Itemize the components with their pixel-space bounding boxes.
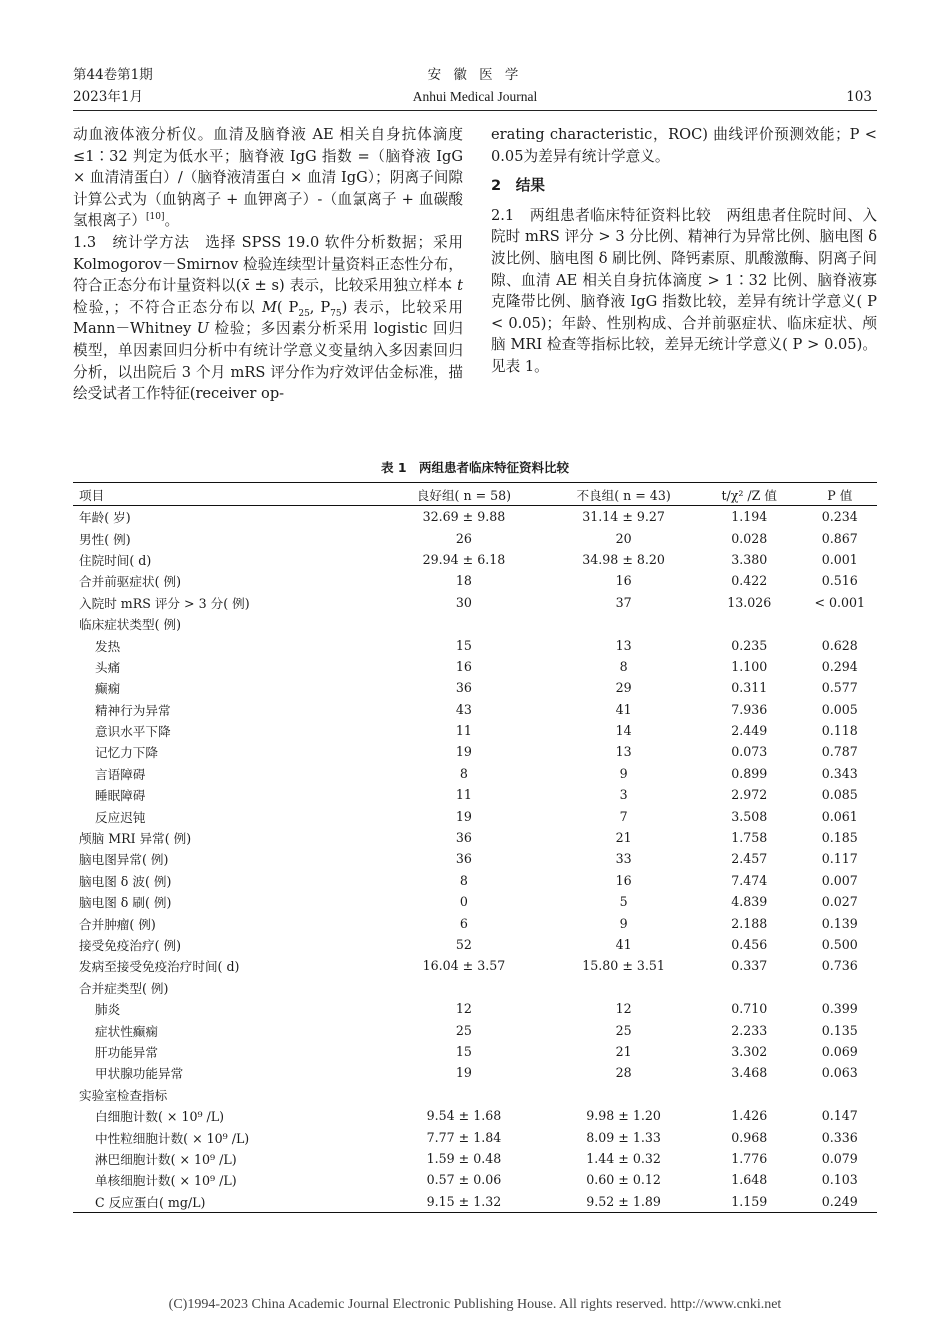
- row-label: 甲状腺功能异常: [95, 1066, 184, 1082]
- poor-group-value: 3: [619, 787, 628, 803]
- p-value: 0.500: [821, 937, 858, 952]
- table-row: [73, 506, 877, 528]
- p-value: 0.867: [821, 530, 858, 546]
- paragraph-results-2-1: 2.1 两组患者临床特征资料比较 两组患者住院时间、入院时 mRS 评分 > 3 分比例、精神行为异常比例、脑电图 δ 波比例、脑电图 δ 刷比例、降钙素原、肌酸激酶、阴离子间隙、血清 AE 相关自身抗体滴度 > 1∶32 比例、脑脊液寡克隆带比例、脑脊液 IgG 指数比较，差异有统计学意义( P < 0.05)；年龄、性别构成、合并前驱症状、临床症状、颅脑 MRI 检查等指标比较，差异无统计学意义( P > 0.05)。见表 1。: [491, 206, 877, 375]
- poor-group-value: [551, 977, 696, 998]
- stat-value: 1.758: [731, 830, 768, 846]
- table-row: [73, 656, 877, 677]
- row-label: 脑电图异常( 例): [79, 852, 169, 868]
- good-group-value: 36: [455, 830, 472, 846]
- poor-group-value: 21: [615, 1043, 632, 1059]
- header-rule: [73, 110, 877, 111]
- table-row: [73, 1084, 877, 1105]
- row-label: 中性粒细胞计数( × 10⁹ /L): [95, 1130, 250, 1146]
- good-group-value: 19: [455, 1065, 472, 1081]
- row-label: 接受免疫治疗( 例): [79, 938, 181, 953]
- good-group-value: 16.04 ± 3.57: [422, 958, 506, 974]
- table-row: [73, 592, 877, 613]
- table-row: [73, 763, 877, 784]
- table-row: [73, 848, 877, 869]
- p-value: 0.118: [821, 723, 858, 739]
- stat-value: 0.073: [731, 744, 768, 760]
- good-group-value: [377, 1084, 552, 1105]
- p-value: 0.117: [821, 851, 858, 867]
- stat-value: 0.968: [731, 1129, 768, 1145]
- poor-group-value: 0.60 ± 0.12: [586, 1172, 661, 1188]
- table-row: [73, 870, 877, 891]
- table-row: [73, 1148, 877, 1169]
- stat-value: 3.508: [731, 808, 768, 824]
- row-label: 住院时间( d): [79, 552, 152, 568]
- p-value: 0.185: [821, 830, 858, 846]
- stat-value: 0.456: [731, 937, 768, 952]
- good-group-value: 9.54 ± 1.68: [426, 1108, 502, 1124]
- good-group-value: 0.57 ± 0.06: [426, 1172, 502, 1188]
- p-value: 0.005: [821, 701, 858, 717]
- p-value: [803, 977, 877, 998]
- poor-group-value: 25: [615, 1022, 632, 1038]
- stat-value: 0.235: [731, 637, 768, 653]
- stat-value: 0.028: [731, 530, 768, 546]
- poor-group-value: 9: [619, 915, 628, 931]
- poor-group-value: 16: [615, 573, 632, 589]
- table-row: [73, 720, 877, 741]
- stat-value: 1.426: [731, 1108, 768, 1124]
- p-value: 0.249: [821, 1193, 858, 1209]
- poor-group-value: [551, 1084, 696, 1105]
- row-label: 记忆力下降: [95, 745, 158, 761]
- right-column: [491, 124, 877, 378]
- good-group-value: 9.15 ± 1.32: [426, 1193, 502, 1209]
- table-row: [73, 527, 877, 548]
- poor-group-value: 9: [619, 765, 628, 781]
- good-group-value: 15: [455, 1043, 472, 1059]
- journal-title-cn: 安 徽 医 学: [427, 67, 523, 83]
- row-label: 淋巴细胞计数( × 10⁹ /L): [95, 1151, 237, 1167]
- poor-group-value: 13: [615, 637, 632, 653]
- good-group-value: 36: [455, 680, 472, 696]
- stat-value: 1.100: [731, 658, 768, 674]
- good-group-value: 12: [455, 1001, 472, 1017]
- stat-value: 0.899: [731, 765, 768, 781]
- good-group-value: 26: [455, 530, 472, 546]
- poor-group-value: 15.80 ± 3.51: [582, 958, 665, 974]
- stat-value: 2.457: [731, 851, 768, 867]
- table-row: [73, 549, 877, 570]
- table-row: [73, 827, 877, 848]
- poor-group-value: 31.14 ± 9.27: [582, 509, 665, 525]
- good-group-value: 30: [455, 594, 472, 610]
- stat-value: 4.839: [731, 894, 768, 910]
- p-value: 0.139: [821, 915, 858, 931]
- row-label: 肺炎: [95, 1002, 121, 1018]
- p-value: 0.516: [821, 573, 858, 589]
- good-group-value: 43: [455, 701, 472, 717]
- stat-value: 0.337: [731, 958, 768, 974]
- table-row: [73, 891, 877, 912]
- row-label: 精神行为异常: [95, 702, 171, 718]
- row-label: 白细胞计数( × 10⁹ /L): [95, 1109, 225, 1125]
- p-value: 0.001: [821, 551, 858, 567]
- good-group-value: 36: [455, 851, 472, 867]
- poor-group-value: 16: [615, 872, 632, 888]
- row-label: 实验室检查指标: [79, 1087, 168, 1103]
- row-label: 合并肿瘤( 例): [79, 916, 156, 932]
- row-label: 男性( 例): [79, 531, 131, 547]
- row-label: 头痛: [95, 659, 121, 675]
- poor-group-value: 41: [615, 937, 632, 952]
- good-group-value: 25: [455, 1022, 472, 1038]
- good-group-value: 19: [455, 744, 472, 760]
- p-value: 0.577: [821, 680, 858, 696]
- row-label: 癫痫: [95, 681, 121, 697]
- stat-value: 7.936: [731, 701, 768, 717]
- table-row: [73, 805, 877, 826]
- p-value: 0.147: [821, 1108, 858, 1124]
- poor-group-value: [551, 613, 696, 634]
- good-group-value: 8: [459, 872, 468, 888]
- p-value: 0.628: [821, 637, 858, 653]
- poor-group-value: 7: [619, 808, 628, 824]
- stat-value: 1.194: [731, 509, 768, 525]
- good-group-value: 1.59 ± 0.48: [426, 1150, 502, 1166]
- p-value: 0.343: [821, 765, 858, 781]
- stat-value: 1.159: [731, 1193, 768, 1209]
- table-header-row: [73, 483, 877, 506]
- table-row: [73, 912, 877, 933]
- table-row: [73, 741, 877, 762]
- stat-value: 1.776: [731, 1150, 768, 1166]
- paragraph-assay-methods: 动血液体液分析仪。血清及脑脊液 AE 相关自身抗体滴度≤1∶32 判定为低水平；脑脊液 IgG 指数 =（脑脊液 IgG × 血清清蛋白）/（脑脊液清蛋白 × 血清 IgG）；阴离子间隙计算公式为（血钠离子 + 血钾离子）-（血氯离子 + 血碳酸氢根离子）[10]。: [73, 126, 463, 230]
- stat-value: [696, 977, 803, 998]
- journal-date: 2023年1月: [73, 89, 143, 105]
- poor-group-value: 12: [615, 1001, 632, 1017]
- good-group-value: 16: [455, 658, 472, 674]
- good-group-value: 7.77 ± 1.84: [426, 1129, 502, 1145]
- journal-volume: 第44卷第1期: [73, 67, 153, 83]
- poor-group-value: 34.98 ± 8.20: [582, 551, 665, 567]
- row-label: 反应迟钝: [95, 809, 146, 825]
- table-row: [73, 977, 877, 998]
- poor-group-value: 28: [615, 1065, 632, 1081]
- good-group-value: 18: [455, 573, 472, 589]
- good-group-value: 32.69 ± 9.88: [422, 509, 506, 525]
- stat-value: 2.449: [731, 723, 768, 739]
- table-row: [73, 784, 877, 805]
- table-row: [73, 1169, 877, 1190]
- p-value: [803, 1084, 877, 1105]
- row-label: 发病至接受免疫治疗时间( d): [79, 959, 240, 975]
- row-label: C 反应蛋白( mg/L): [95, 1194, 206, 1210]
- good-group-value: [377, 977, 552, 998]
- row-label: 言语障碍: [95, 766, 146, 782]
- poor-group-value: 9.52 ± 1.89: [586, 1193, 661, 1209]
- table-row: [73, 998, 877, 1019]
- good-group-value: 15: [455, 637, 472, 653]
- p-value: 0.234: [821, 509, 858, 525]
- p-value: 0.069: [821, 1043, 858, 1059]
- stat-value: 7.474: [731, 872, 768, 888]
- stat-value: 2.972: [731, 787, 768, 803]
- paragraph-roc: erating characteristic，ROC) 曲线评价预测效能；P < 0.05为差异有统计学意义。: [491, 126, 877, 165]
- p-value: 0.085: [821, 787, 858, 803]
- copyright-footer: (C)1994-2023 China Academic Journal Electronic Publishing House. All rights reserved. http://www.cnki.net: [168, 1297, 782, 1312]
- header-p-value: P 值: [803, 483, 877, 506]
- p-value: 0.336: [821, 1129, 858, 1145]
- p-value: 0.135: [821, 1022, 858, 1038]
- stat-value: 3.380: [731, 551, 768, 567]
- good-group-value: 11: [455, 723, 472, 739]
- row-label: 意识水平下降: [95, 724, 171, 740]
- paragraph-statistics: 1.3 统计学方法 选择 SPSS 19.0 软件分析数据；采用 Kolmogorov－Smirnov 检验连续型计量资料正态性分布，符合正态分布计量资料以(x̄ ± s) 表示，比较采用独立样本 t 检验，；不符合正态分布以 M( $P_{25}$, $P_{75}$) 表示，比较采用 Mann－Whitney U 检验；多因素分析采用 logistic 回归模型，单因素回归分析中有统计学意义变量纳入多因素回归分析，以出院后 3 个月 mRS 评分作为疗效评估金标准，描绘受试者工作特征(receiver op-: [73, 233, 464, 403]
- row-label: 肝功能异常: [95, 1044, 158, 1060]
- table-row: [73, 1062, 877, 1083]
- poor-group-value: 8.09 ± 1.33: [586, 1129, 661, 1145]
- p-value: 0.399: [821, 1001, 858, 1017]
- poor-group-value: 9.98 ± 1.20: [586, 1108, 661, 1124]
- table-row: [73, 955, 877, 976]
- table-row: [73, 699, 877, 720]
- row-label: 临床症状类型( 例): [79, 617, 181, 633]
- stat-value: 13.026: [727, 594, 772, 610]
- row-label: 年龄( 岁): [79, 510, 131, 526]
- poor-group-value: 14: [615, 723, 632, 739]
- header-good-group: 良好组( n = 58): [377, 483, 552, 506]
- poor-group-value: 8: [619, 658, 628, 674]
- page-number: 103: [846, 89, 872, 105]
- good-group-value: [377, 613, 552, 634]
- p-value: 0.027: [821, 894, 858, 910]
- p-value: 0.079: [821, 1150, 858, 1166]
- good-group-value: 19: [455, 808, 472, 824]
- stat-value: 0.311: [731, 680, 768, 696]
- p-value: < 0.001: [814, 594, 866, 610]
- poor-group-value: 33: [615, 851, 632, 867]
- good-group-value: 0: [459, 894, 468, 910]
- table-row: [73, 570, 877, 591]
- p-value: 0.061: [821, 808, 858, 824]
- stat-value: [696, 1084, 803, 1105]
- good-group-value: 6: [459, 915, 468, 931]
- header-poor-group: 不良组( n = 43): [551, 483, 696, 506]
- table-row: [73, 677, 877, 698]
- row-label: 入院时 mRS 评分 > 3 分( 例): [79, 595, 250, 611]
- table-caption: 表 1 两组患者临床特征资料比较: [380, 460, 570, 475]
- stat-value: 2.188: [731, 915, 768, 931]
- row-label: 单核细胞计数( × 10⁹ /L): [95, 1173, 237, 1189]
- poor-group-value: 37: [615, 594, 632, 610]
- p-value: 0.736: [821, 958, 858, 974]
- row-label: 睡眠障碍: [95, 788, 146, 804]
- table-row: [73, 1019, 877, 1040]
- row-label: 合并前驱症状( 例): [79, 574, 181, 590]
- row-label: 发热: [95, 638, 121, 654]
- poor-group-value: 5: [619, 894, 628, 910]
- section-heading-results: 2 结果: [491, 177, 545, 195]
- table-row: [73, 634, 877, 655]
- row-label: 脑电图 δ 波( 例): [79, 873, 172, 889]
- poor-group-value: 29: [615, 680, 632, 696]
- p-value: [803, 613, 877, 634]
- stat-value: [696, 613, 803, 634]
- poor-group-value: 41: [615, 701, 632, 717]
- p-value: 0.007: [821, 872, 858, 888]
- clinical-features-table: [73, 482, 877, 1213]
- poor-group-value: 13: [615, 744, 632, 760]
- table-row: [73, 1105, 877, 1126]
- p-value: 0.103: [821, 1172, 858, 1188]
- row-label: 合并症类型( 例): [79, 980, 169, 996]
- stat-value: 0.710: [731, 1001, 768, 1017]
- good-group-value: 8: [459, 765, 468, 781]
- citation-ref[interactable]: [10]: [145, 212, 165, 223]
- stat-value: 0.422: [731, 573, 768, 589]
- poor-group-value: 1.44 ± 0.32: [586, 1150, 661, 1166]
- stat-value: 2.233: [731, 1022, 768, 1038]
- good-group-value: 29.94 ± 6.18: [422, 551, 506, 567]
- good-group-value: 52: [455, 937, 472, 952]
- stat-value: 3.302: [731, 1043, 768, 1059]
- row-label: 脑电图 δ 刷( 例): [79, 895, 172, 911]
- poor-group-value: 20: [615, 530, 632, 546]
- good-group-value: 11: [455, 787, 472, 803]
- left-column: [73, 124, 463, 405]
- table-row: [73, 1126, 877, 1147]
- journal-title-en: Anhui Medical Journal: [412, 89, 538, 104]
- row-label: 颅脑 MRI 异常( 例): [79, 831, 192, 847]
- header-stat-value: t/χ² /Z 值: [696, 483, 803, 506]
- table-row: [73, 934, 877, 955]
- p-value: 0.294: [821, 658, 858, 674]
- stat-value: 1.648: [731, 1172, 768, 1188]
- table-row: [73, 1041, 877, 1062]
- table-row: [73, 1191, 877, 1213]
- table-row: [73, 613, 877, 634]
- p-value: 0.787: [821, 744, 858, 760]
- poor-group-value: 21: [615, 830, 632, 846]
- p-value: 0.063: [821, 1065, 858, 1081]
- row-label: 症状性癫痫: [95, 1023, 158, 1039]
- stat-value: 3.468: [731, 1065, 768, 1081]
- header-item: 项目: [73, 483, 377, 506]
